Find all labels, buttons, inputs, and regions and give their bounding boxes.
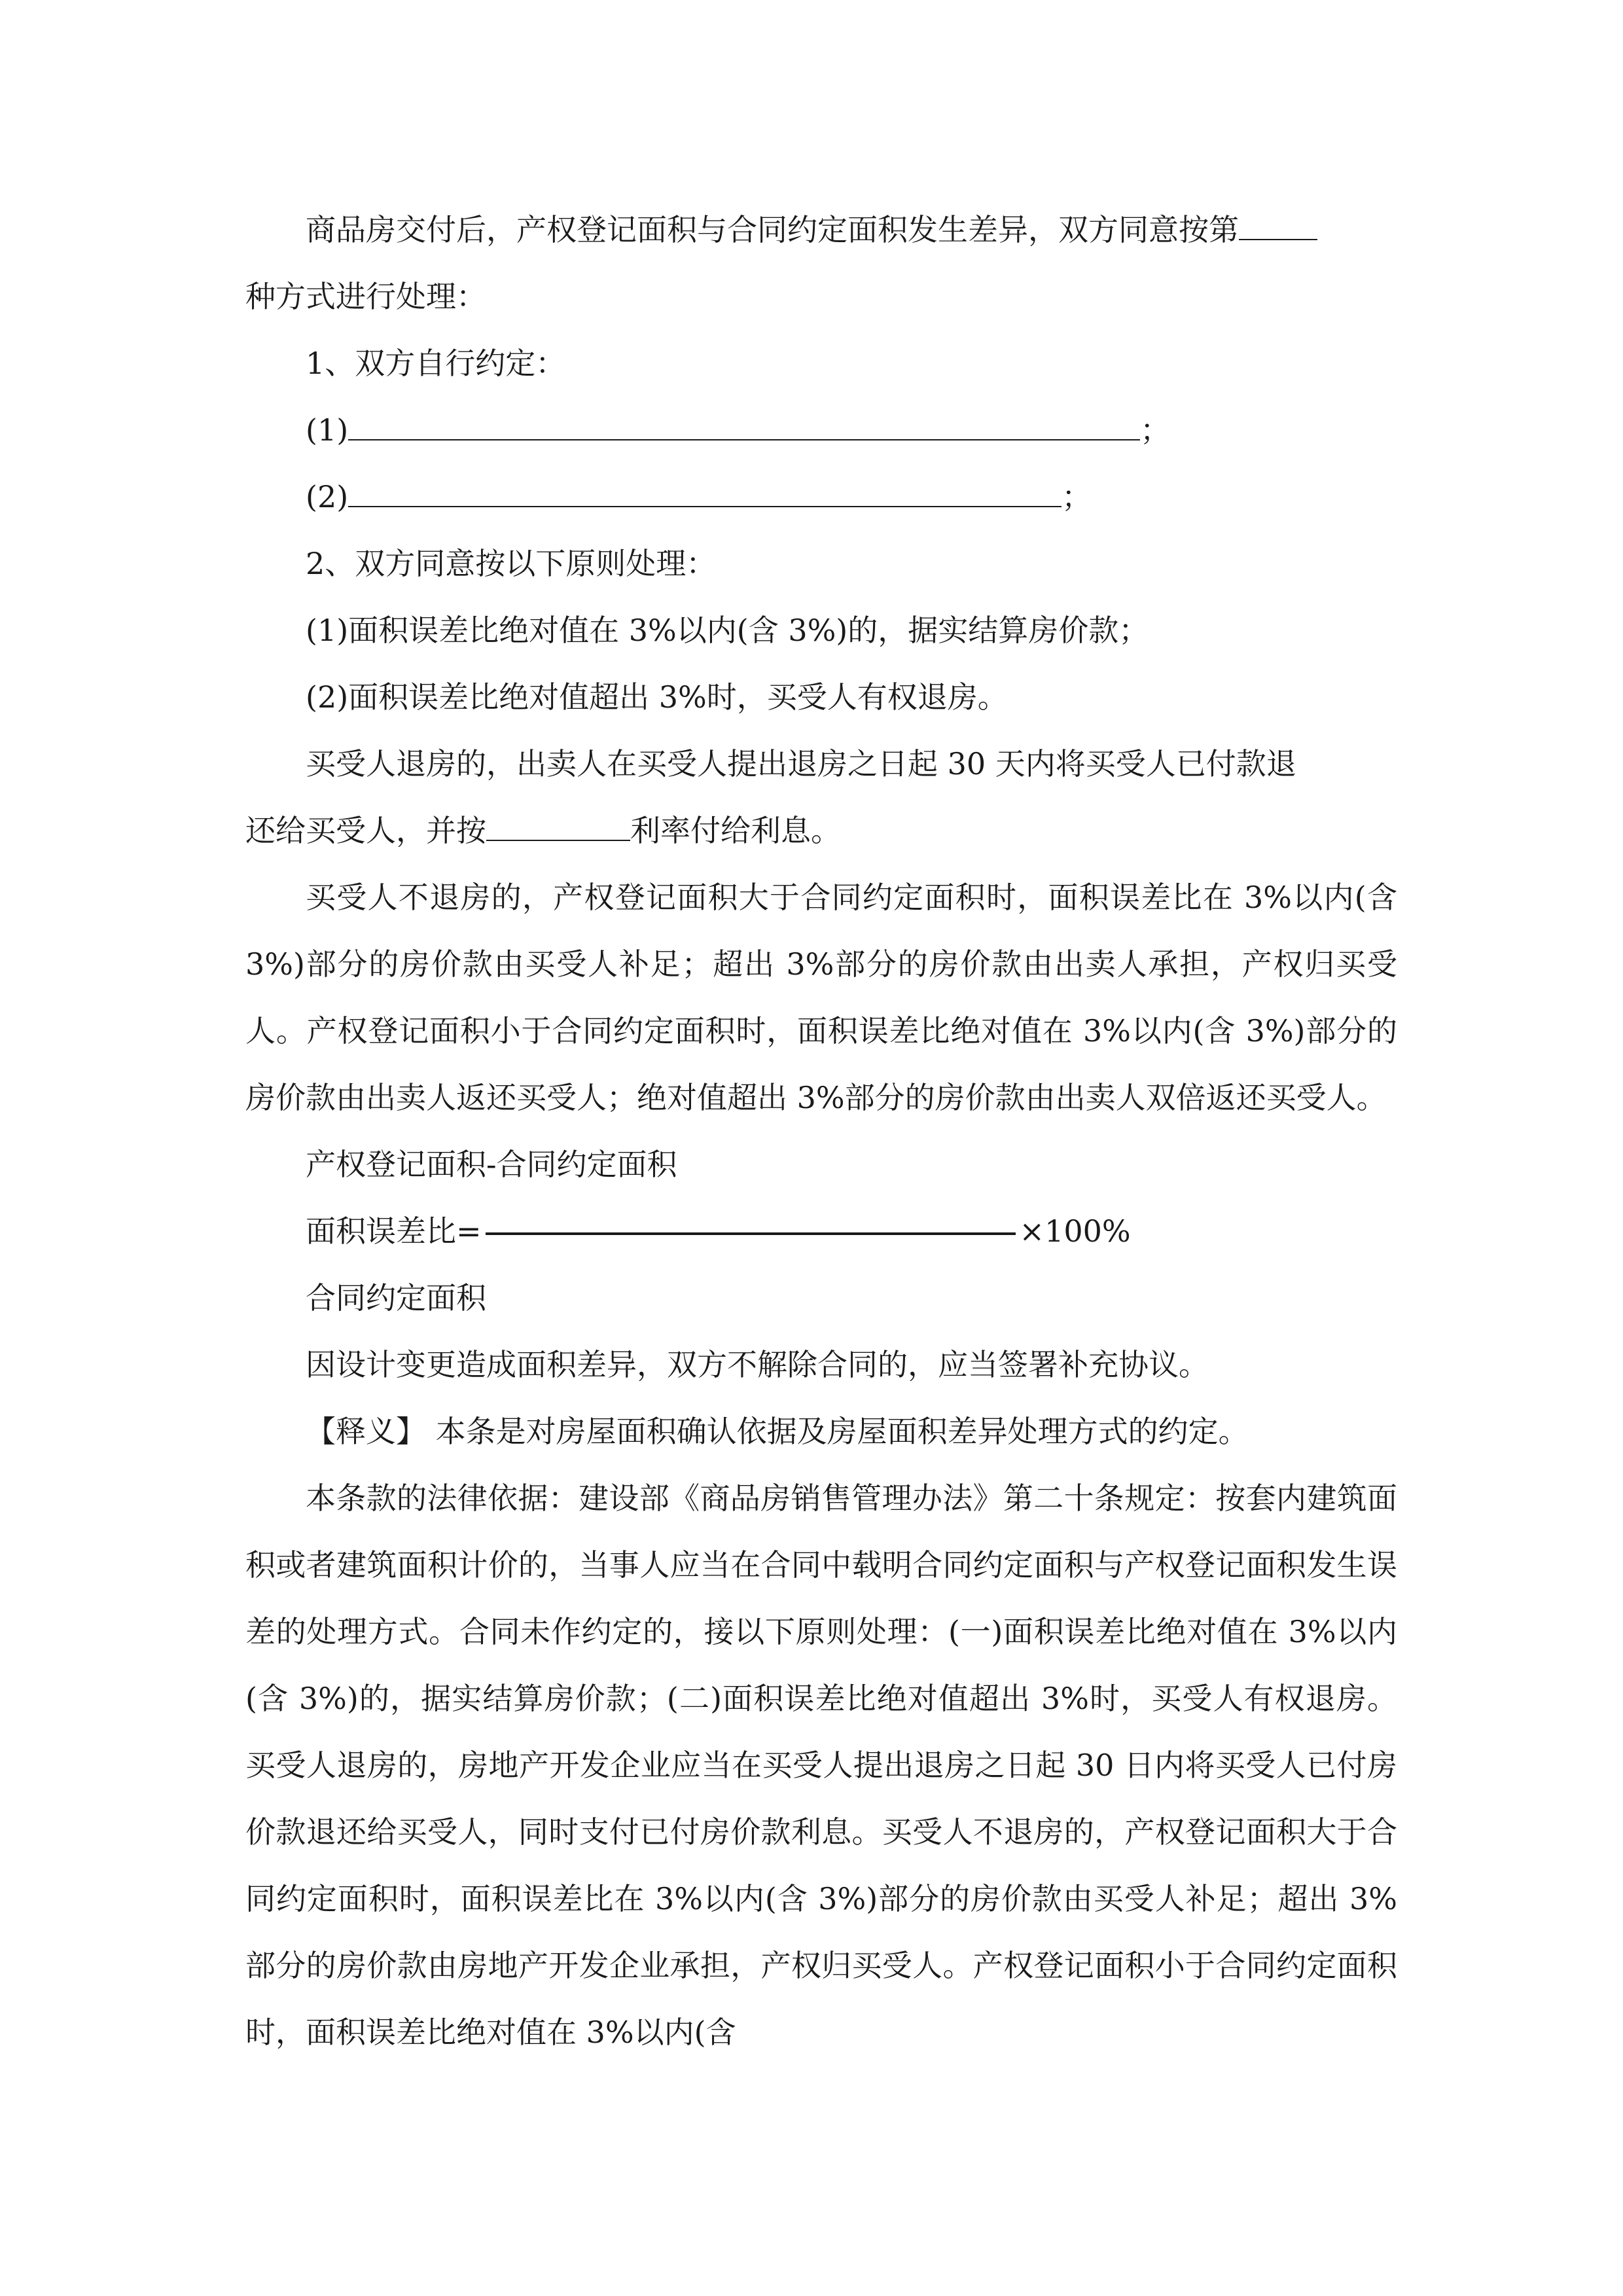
legal-basis-paragraph: 本条款的法律依据：建设部《商品房销售管理办法》第二十条规定：按套内建筑面积或者建筑面积计价的，当事人应当在合同中载明合同约定面积与产权登记面积发生误差的处理方式。合同未作约定的，接以下原则处理：(一)面积误差比绝对值在 3%以内(含 3%)的，据实结算房价款；(二)面积误差比绝对值超出 3%时，买受人有权退房。买受人退房的，房地产开发企业应当在买受人提出退房之日起 30 日内将买受人已付房价款退还给买受人，同时支付已付房价款利息。买受人不退房的，产权登记面积大于合同约定面积时，面积误差比在 3%以内(含 3%)部分的房价款由买受人补足；超出 3%部分的房价款由房地产开发企业承担，产权归买受人。产权登记面积小于合同约定面积时，面积误差比绝对值在 3%以内(含 bbox=[245, 1480, 1397, 2050]
option-2-title: 2、双方同意按以下原则处理： bbox=[306, 546, 717, 581]
custom-term-2 bbox=[245, 463, 1397, 530]
formula-denominator: 合同约定面积 bbox=[306, 1280, 486, 1316]
no-refund-paragraph: 买受人不退房的，产权登记面积大于合同约定面积时，面积误差比在 3%以内(含 3%)部分的房价款由买受人补足；超出 3%部分的房价款由出卖人承担，产权归买受人。产权登记面积小于合同约定面积时，面积误差比绝对值在 3%以内(含 3%)部分的房价款由出卖人返还买受人；绝对值超出 3%部分的房价款由出卖人双倍返还买受人。 bbox=[245, 880, 1397, 1115]
custom-term-1-end: ； bbox=[1140, 412, 1171, 448]
formula-line bbox=[245, 1198, 1397, 1265]
custom-term-1 bbox=[245, 397, 1397, 463]
refund-text: 还给买受人，并按 bbox=[245, 813, 486, 848]
refund-text-end: 利率付给利息。 bbox=[630, 813, 841, 848]
interpretation-note: 【释义】 本条是对房屋面积确认依据及房屋面积差异处理方式的约定。 bbox=[306, 1414, 1249, 1449]
custom-term-2-label: (2) bbox=[306, 479, 349, 514]
rule-1: (1)面积误差比绝对值在 3%以内(含 3%)的，据实结算房价款； bbox=[306, 613, 1149, 648]
refund-line-2 bbox=[245, 797, 1397, 864]
intro-text: 商品房交付后，产权登记面积与合同约定面积发生差异，双方同意按第 bbox=[306, 212, 1239, 247]
intro-line-1 bbox=[245, 196, 1397, 263]
rule-2: (2)面积误差比绝对值超出 3%时，买受人有权退房。 bbox=[306, 679, 1008, 715]
intro-line-2: 种方式进行处理： bbox=[245, 279, 486, 314]
custom-term-1-label: (1) bbox=[306, 412, 349, 448]
formula-left: 面积误差比= bbox=[306, 1213, 482, 1249]
custom-term-1-blank[interactable] bbox=[348, 405, 1140, 440]
design-change-text: 因设计变更造成面积差异，双方不解除合同的，应当签署补充协议。 bbox=[306, 1347, 1209, 1382]
refund-line-1: 买受人退房的，出卖人在买受人提出退房之日起 30 天内将买受人已付款退 bbox=[306, 746, 1296, 781]
custom-term-2-end: ； bbox=[1061, 479, 1092, 514]
method-number-blank[interactable] bbox=[1239, 205, 1317, 240]
option-1-title: 1、双方自行约定： bbox=[306, 346, 566, 381]
formula-right: ×100% bbox=[1019, 1213, 1131, 1249]
document-page bbox=[245, 196, 1397, 2066]
interest-rate-blank[interactable] bbox=[486, 806, 630, 841]
fraction-bar bbox=[486, 1232, 1016, 1235]
custom-term-2-blank[interactable] bbox=[348, 472, 1061, 507]
formula-numerator: 产权登记面积-合同约定面积 bbox=[306, 1147, 677, 1182]
